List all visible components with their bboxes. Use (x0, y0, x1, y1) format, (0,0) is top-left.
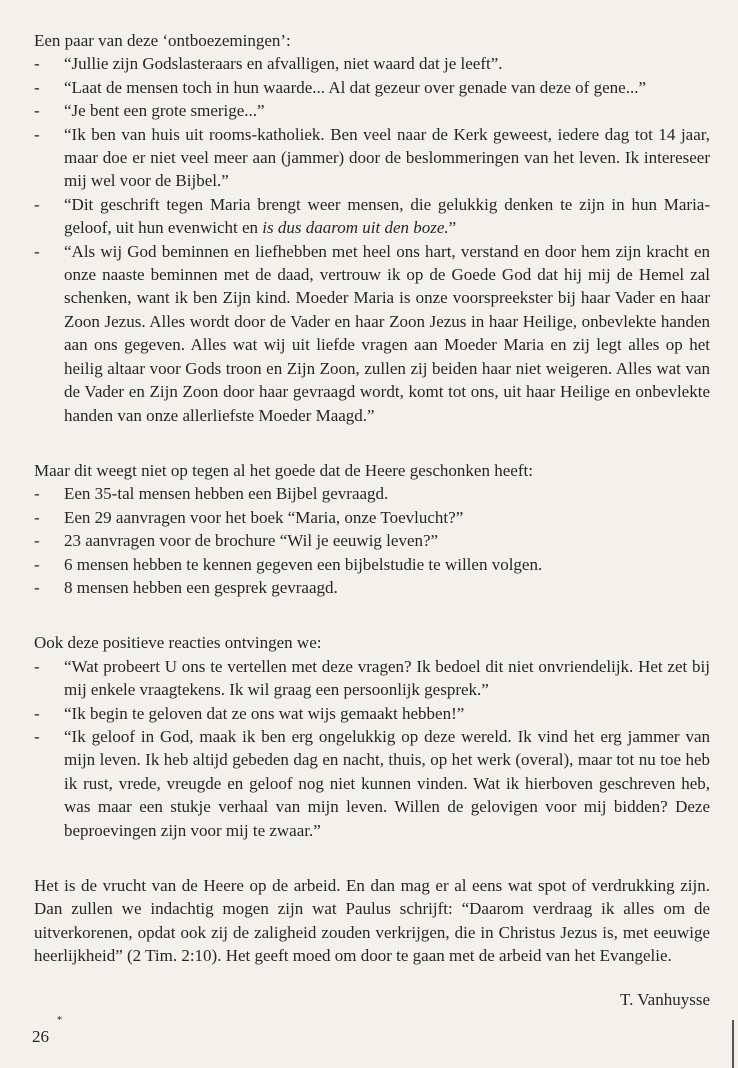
list-item: - “Jullie zijn Godslasteraars en afvalligen, niet waard dat je leeft”. (34, 52, 710, 75)
list-item: - “Ik ben van huis uit rooms-katholiek. Ben veel naar de Kerk geweest, iedere dag tot 14 jaar, maar doe er niet veel meer aan (jammer) door de beslommeringen van het leven. Ik intereseer mij wel voor de Bijbel.” (34, 123, 710, 193)
list-item: - “Je bent een grote smerige...” (34, 99, 710, 122)
good-results-list (34, 482, 710, 599)
list-item: - 8 mensen hebben een gesprek gevraagd. (34, 576, 710, 599)
positive-intro-text: Ook deze positieve reacties ontvingen we: (34, 633, 322, 653)
intro-text: Een paar van deze ‘ontboezemingen’: (34, 31, 291, 50)
document-body (34, 29, 710, 1011)
list-item: - Een 35-tal mensen hebben een Bijbel gevraagd. (34, 482, 710, 505)
positive-reactions-list (34, 655, 710, 842)
list-item: - Een 29 aanvragen voor het boek “Maria, onze Toevlucht?” (34, 506, 710, 529)
list-item: - “Ik begin te geloven dat ze ons wat wijs gemaakt hebben!” (34, 702, 710, 725)
reactions-list (34, 52, 710, 427)
list-item: - “Als wij God beminnen en liefhebben met heel ons hart, verstand en door hem zijn kracht en onze naaste beminnen met de daad, vertrouw ik op de Goede God dat hij mij de Hemel zal schenken, want ik ben Zijn kind. Moeder Maria is onze voorspreekster bij haar Vader en haar Zoon Jezus. Alles wordt door de Vader en haar Zoon Jezus in haar Heilige, onbevlekte handen aan ons gegeven. Alles wat wij uit liefde vragen aan Moeder Maria en zij legt alles op het heilig altaar voor Gods troon en Zijn Zoon, zullen zij beiden haar niet weigeren. Alles wat van de Vader en Zijn Zoon door haar gevraagd wordt, komt tot ons, uit haar Heilige en onbevlekte handen van onze allerliefste Moeder Maagd.” (34, 240, 710, 427)
page-edge-mark (732, 1020, 734, 1068)
list-item: - “Ik geloof in God, maak ik ben erg ongelukkig op deze wereld. Ik vind het erg jammer van mijn leven. Ik heb altijd gebeden dag en nacht, thuis, op het werk (overal), maar tot nu toe heb ik rust, vrede, vreugde en geloof nog niet kunnen vinden. Wat ik hierboven geschreven heb, was maar een stukje verhaal van mijn leven. Willen de gelovigen voor mij bidden? Deze beproevingen zijn voor mij te zwaar.” (34, 725, 710, 842)
list-item: - “Wat probeert U ons te vertellen met deze vragen? Ik bedoel dit niet onvriendelijk. Het zet bij mij enkele vraagtekens. Ik wil graag een persoonlijk gesprek.” (34, 655, 710, 702)
asterisk-mark: * (57, 1015, 62, 1026)
list-item: - “Laat de mensen toch in hun waarde... Al dat gezeur over genade van deze of gene...” (34, 76, 710, 99)
list-item: - 23 aanvragen voor de brochure “Wil je eeuwig leven?” (34, 529, 710, 552)
list-item (34, 193, 710, 240)
quote-text: “Dit geschrift tegen Maria brengt weer mensen, die gelukkig denken te zijn in hun Maria-geloof, uit hun evenwicht en (64, 194, 710, 238)
quote-close: ” (448, 218, 457, 238)
list-item: - 6 mensen hebben te kennen gegeven een bijbelstudie te willen volgen. (34, 553, 710, 576)
closing-paragraph: Het is de vrucht van de Heere op de arbeid. En dan mag er al eens wat spot of verdrukking zijn. Dan zullen we indachtig mogen zijn wat Paulus schrijft: “Daarom verdraag ik alles om de uitverkorenen, opdat ook zij de zaligheid zouden verkrijgen, die in Christus Jezus is, met eeuwige heerlijkheid” (2 Tim. 2:10). Het geeft moed om door te gaan met de arbeid van het Evangelie. (34, 876, 710, 966)
page-number: 26 (32, 1027, 49, 1046)
quote-emphasis: is dus daarom uit den boze. (262, 218, 449, 238)
author-signature: T. Vanhuysse (619, 989, 710, 1009)
good-intro-text: Maar dit weegt niet op tegen al het goede dat de Heere geschonken heeft: (34, 460, 533, 480)
